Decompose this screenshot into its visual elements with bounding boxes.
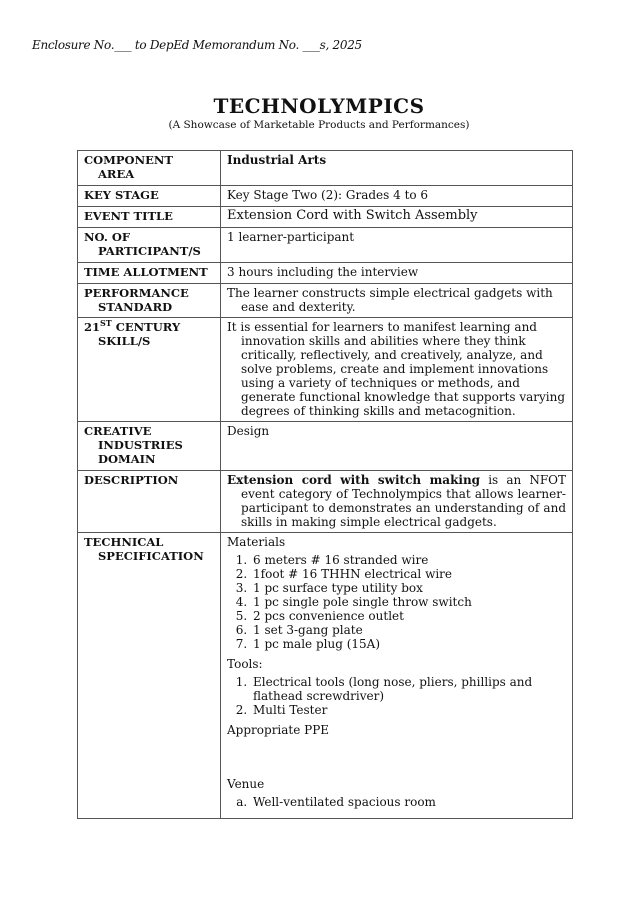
label-component-area xyxy=(78,151,221,186)
venue-heading: Venue xyxy=(227,777,265,791)
description-text: is an NFOT event category of Technolympics that allows learner-participant to demonstrates an understanding of and skills in making simple electrical gadgets. xyxy=(241,473,566,529)
venue-list xyxy=(227,795,566,809)
list-item: 7. 1 pc male plug (15A) xyxy=(251,637,566,651)
label-time-allotment: TIME ALLOTMENT xyxy=(78,263,221,284)
row-time-allotment xyxy=(78,263,573,284)
label-line: CENTURY xyxy=(111,320,181,334)
value-time-allotment: 3 hours including the interview xyxy=(221,263,573,284)
row-event-title xyxy=(78,207,573,228)
page-title: TECHNOLYMPICS xyxy=(213,94,425,118)
tools-list xyxy=(227,675,566,717)
row-component-area xyxy=(78,151,573,186)
list-item: 3. 1 pc surface type utility box xyxy=(251,581,566,595)
label-performance-standard xyxy=(78,284,221,318)
label-line: DOMAIN xyxy=(98,452,156,466)
label-line: NO. OF xyxy=(84,230,131,244)
label-line: SPECIFICATION xyxy=(98,549,204,563)
row-description xyxy=(78,471,573,533)
value-technical-spec xyxy=(221,533,573,819)
label-line: STANDARD xyxy=(98,300,173,314)
value-event-title: Extension Cord with Switch Assembly xyxy=(221,207,573,228)
label-description: DESCRIPTION xyxy=(78,471,221,533)
century-skills-text: It is essential for learners to manifest learning and innovation skills and abilities where they think critically, reflectively, and creatively, analyze, and solve problems, create and implement innovations using a variety of techniques or methods, and generate functional knowledge that supports varying degrees of thinking skills and metacognition. xyxy=(227,320,566,418)
label-number: 21 xyxy=(84,320,101,334)
label-line: INDUSTRIES xyxy=(98,438,183,452)
tools-heading: Tools: xyxy=(227,657,263,671)
row-technical-spec xyxy=(78,533,573,819)
list-item: 5. 2 pcs convenience outlet xyxy=(251,609,566,623)
label-line: PARTICIPANT/S xyxy=(98,244,201,258)
value-component-area: Industrial Arts xyxy=(221,151,573,186)
label-technical-spec xyxy=(78,533,221,819)
label-line: PERFORMANCE xyxy=(84,286,189,300)
label-line: AREA xyxy=(98,167,135,181)
list-item: 1. Electrical tools (long nose, pliers, phillips and flathead screwdriver) xyxy=(251,675,566,703)
spacer xyxy=(227,737,566,777)
list-item: a. Well-ventilated spacious room xyxy=(251,795,566,809)
label-superscript: ST xyxy=(100,318,112,329)
list-item: 2. Multi Tester xyxy=(251,703,566,717)
value-key-stage: Key Stage Two (2): Grades 4 to 6 xyxy=(221,186,573,207)
description-bold-text: Extension cord with switch making xyxy=(227,473,481,487)
page-subtitle: (A Showcase of Marketable Products and Performances) xyxy=(168,119,470,131)
list-item: 2. 1foot # 16 THHN electrical wire xyxy=(251,567,566,581)
value-participants: 1 learner-participant xyxy=(221,228,573,263)
materials-heading: Materials xyxy=(227,535,286,549)
enclosure-note: Enclosure No.___ to DepEd Memorandum No. ___s, 2025 xyxy=(32,38,362,52)
value-creative-domain: Design xyxy=(221,422,573,471)
label-creative-domain xyxy=(78,422,221,471)
label-participants xyxy=(78,228,221,263)
label-line: COMPONENT xyxy=(84,153,173,167)
label-key-stage: KEY STAGE xyxy=(78,186,221,207)
label-line: TECHNICAL xyxy=(84,535,164,549)
event-spec-table xyxy=(77,150,573,819)
performance-standard-text: The learner constructs simple electrical gadgets with ease and dexterity. xyxy=(227,286,553,314)
ppe-text: Appropriate PPE xyxy=(227,723,330,737)
row-creative-domain xyxy=(78,422,573,471)
row-performance-standard xyxy=(78,284,573,318)
row-participants xyxy=(78,228,573,263)
label-event-title: EVENT TITLE xyxy=(78,207,221,228)
value-performance-standard xyxy=(221,284,573,318)
list-item: 1. 6 meters # 16 stranded wire xyxy=(251,553,566,567)
value-description xyxy=(221,471,573,533)
list-item: 6. 1 set 3-gang plate xyxy=(251,623,566,637)
value-century-skills xyxy=(221,318,573,422)
row-century-skills xyxy=(78,318,573,422)
label-line: CREATIVE xyxy=(84,424,152,438)
materials-list xyxy=(227,553,566,651)
label-century-skills xyxy=(78,318,221,422)
label-line: SKILL/S xyxy=(98,334,151,348)
row-key-stage xyxy=(78,186,573,207)
list-item: 4. 1 pc single pole single throw switch xyxy=(251,595,566,609)
